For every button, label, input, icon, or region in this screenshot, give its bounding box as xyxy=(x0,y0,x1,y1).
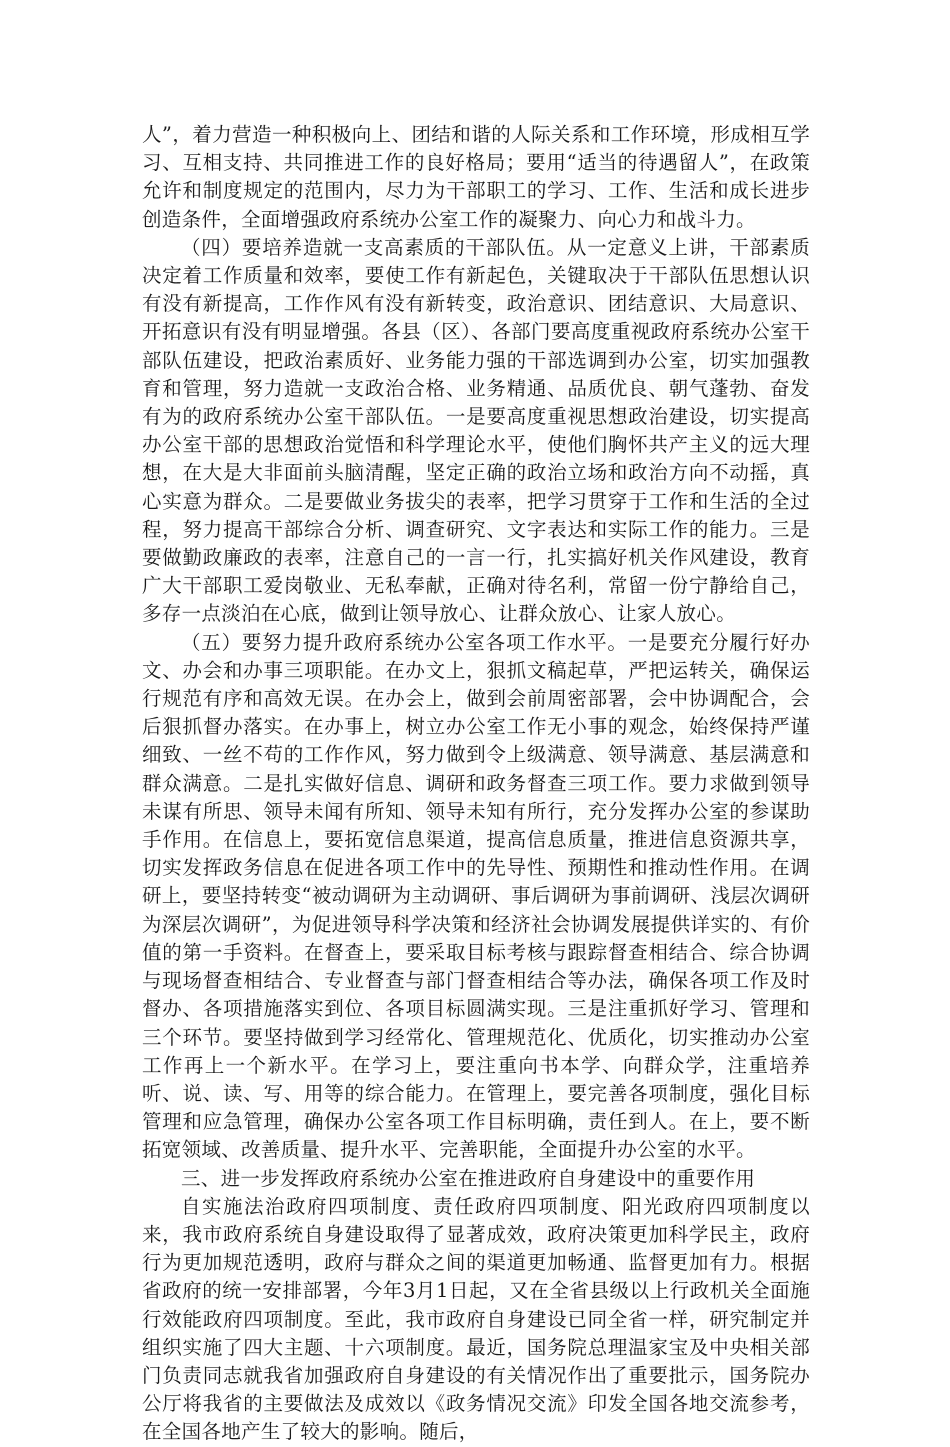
paragraph-section-five: （五）要努力提升政府系统办公室各项工作水平。一是要充分履行好办文、办会和办事三项职能。在办文上，狠抓文稿起草，严把运转关，确保运行规范有序和高效无误。在办会上，做到会前周密部署，会中协调配合，会后狠抓督办落实。在办事上，树立办公室工作无小事的观念，始终保持严谨细致、一丝不苟的工作作风，努力做到令上级满意、领导满意、基层满意和群众满意。二是扎实做好信息、调研和政务督查三项工作。要力求做到领导未谋有所思、领导未闻有所知、领导未知有所行，充分发挥办公室的参谋助手作用。在信息上，要拓宽信息渠道，提高信息质量，推进信息资源共享，切实发挥政务信息在促进各项工作中的先导性、预期性和推动性作用。在调研上，要坚持转变“被动调研为主动调研、事后调研为事前调研、浅层次调研为深层次调研”，为促进领导科学决策和经济社会协调发展提供详实的、有价值的第一手资料。在督查上，要采取目标考核与跟踪督查相结合、综合协调与现场督查相结合、专业督查与部门督查相结合等办法，确保各项工作及时督办、各项措施落实到位、各项目标圆满实现。三是注重抓好学习、管理和三个环节。要坚持做到学习经常化、管理规范化、优质化，切实推动办公室工作再上一个新水平。在学习上，要注重向书本学、向群众学，注重培养听、说、读、写、用等的综合能力。在管理上，要完善各项制度，强化目标管理和应急管理，确保办公室各项工作目标明确，责任到人。在上，要不断拓宽领域、改善质量、提升水平、完善职能，全面提升办公室的水平。 xyxy=(142,630,810,1162)
section-heading-three: 三、进一步发挥政府系统办公室在推进政府自身建设中的重要作用 xyxy=(181,1166,756,1190)
paragraph-self-construction: 自实施法治政府四项制度、责任政府四项制度、阳光政府四项制度以来，我市政府系统自身建设取得了显著成效，政府决策更加科学民主，政府行为更加规范透明，政府与群众之间的渠道更加畅通、监督更加有力。根据省政府的统一安排部署，今年3月1日起，又在全省县级以上行政机关全面施行效能政府四项制度。至此，我市政府自身建设已同全省一样，研究制定并组织实施了四大主题、十六项制度。最近，国务院总理温家宝及中央相关部门负责同志就我省加强政府自身建设的有关情况作出了重要批示，国务院办公厅将我省的主要做法及成效以《政务情况交流》印发全国各地交流参考，在全国各地产生了较大的影响。随后， xyxy=(142,1194,810,1444)
document-body xyxy=(142,121,810,1447)
paragraph-section-four: （四）要培养造就一支高素质的干部队伍。从一定意义上讲，干部素质决定着工作质量和效率，要使工作有新起色，关键取决于干部队伍思想认识有没有新提高，工作作风有没有新转变，政治意识、团结意识、大局意识、开拓意识有没有明显增强。各县（区）、各部门要高度重视政府系统办公室干部队伍建设，把政治素质好、业务能力强的干部选调到办公室，切实加强教育和管理，努力造就一支政治合格、业务精通、品质优良、朝气蓬勃、奋发有为的政府系统办公室干部队伍。一是要高度重视思想政治建设，切实提高办公室干部的思想政治觉悟和科学理论水平，使他们胸怀共产主义的远大理想，在大是大非面前头脑清醒，坚定正确的政治立场和政治方向不动摇，真心实意为群众。二是要做业务拔尖的表率，把学习贯穿于工作和生活的全过程，努力提高干部综合分析、调查研究、文字表达和实际工作的能力。三是要做勤政廉政的表率，注意自己的一言一行，扎实搞好机关作风建设，教育广大干部职工爱岗敬业、无私奉献，正确对待名利，常留一份宁静给自己，多存一点淡泊在心底，做到让领导放心、让群众放心、让家人放心。 xyxy=(142,235,810,626)
paragraph-continuation: 人”，着力营造一种积极向上、团结和谐的人际关系和工作环境，形成相互学习、互相支持、共同推进工作的良好格局；要用“适当的待遇留人”，在政策允许和制度规定的范围内，尽力为干部职工的学习、工作、生活和成长进步创造条件，全面增强政府系统办公室工作的凝聚力、向心力和战斗力。 xyxy=(142,123,810,231)
